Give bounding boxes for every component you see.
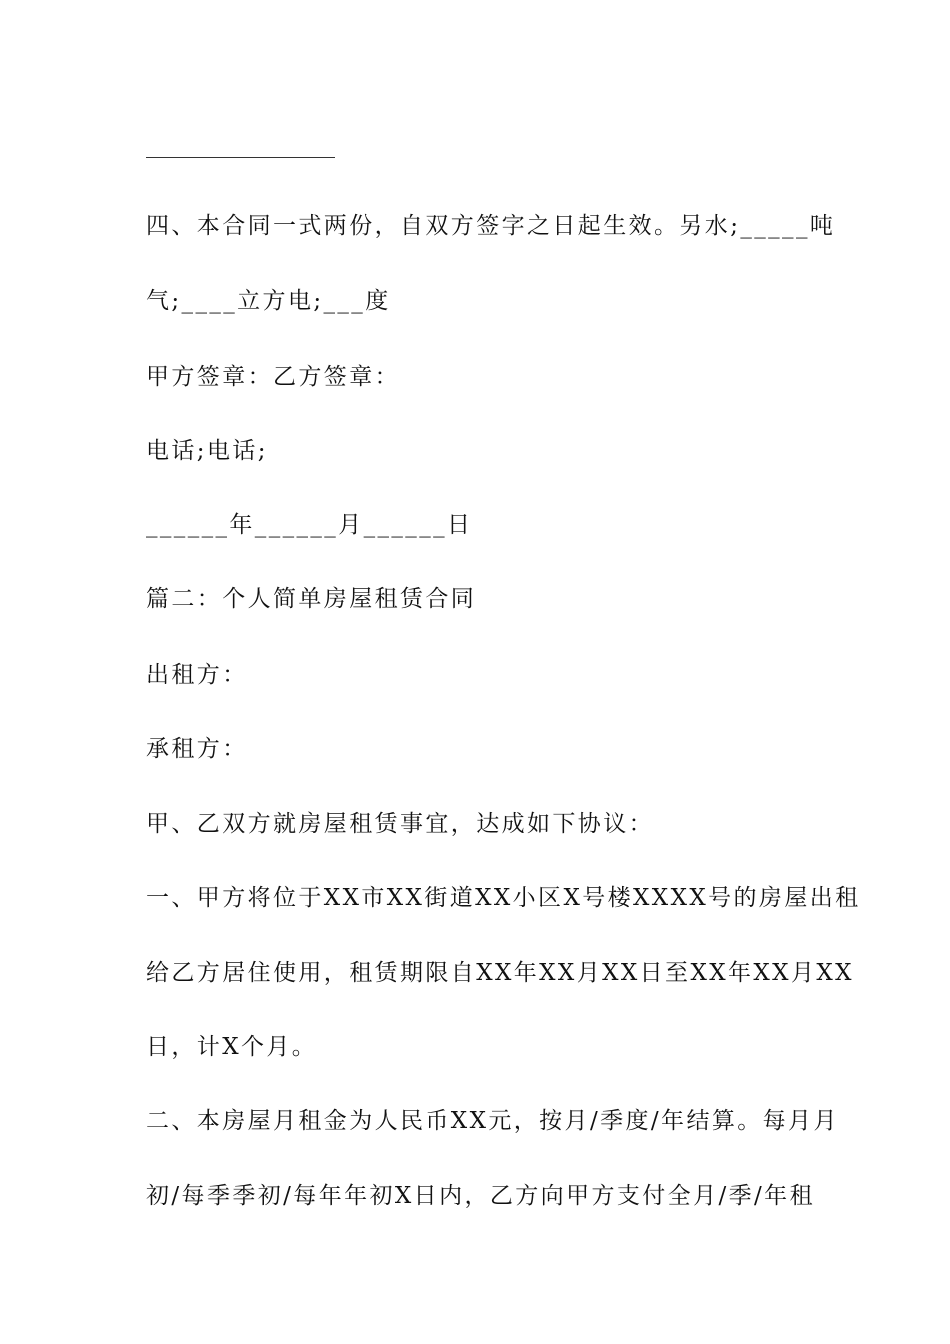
date-line: ______年______月______日 (146, 512, 473, 538)
underline-rule (146, 157, 335, 158)
clause-line: 日，计X个月。 (146, 1034, 318, 1060)
clause-line: 一、甲方将位于XX市XX街道XX小区X号楼XXXX号的房屋出租 (146, 885, 861, 911)
signature-line: 甲方签章：乙方签章： (146, 364, 400, 390)
text-line: 甲、乙双方就房屋租赁事宜，达成如下协议： (146, 811, 654, 837)
lessor-line: 出租方： (146, 662, 248, 688)
text-line: 气;____立方电;___度 (146, 288, 391, 314)
clause-line: 二、本房屋月租金为人民币XX元，按月/季度/年结算。每月月 (146, 1108, 839, 1134)
text-line: 四、本合同一式两份，自双方签字之日起生效。另水;_____吨 (146, 213, 836, 239)
section-heading: 篇二：个人简单房屋租赁合同 (146, 586, 477, 612)
clause-line: 给乙方居住使用，租赁期限自XX年XX月XX日至XX年XX月XX (146, 960, 854, 986)
phone-line: 电话;电话; (146, 438, 268, 464)
lessee-line: 承租方： (146, 736, 248, 762)
clause-line: 初/每季季初/每年年初X日内，乙方向甲方支付全月/季/年租 (146, 1183, 815, 1209)
